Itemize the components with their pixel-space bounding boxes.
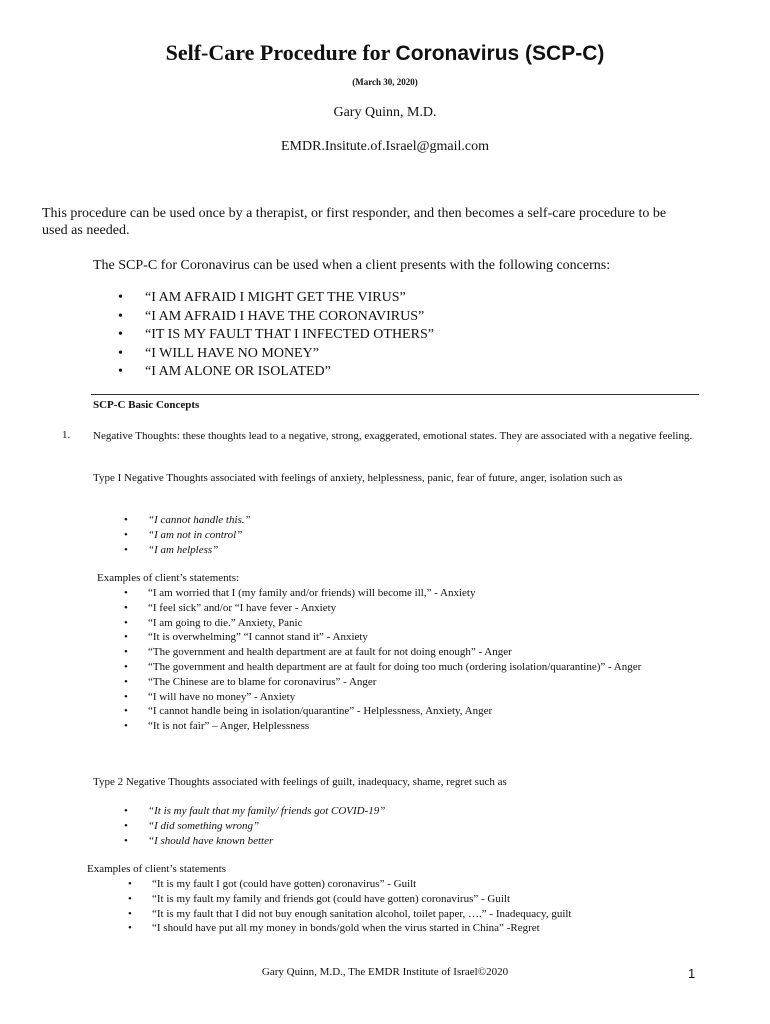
item-number: 1. — [62, 429, 71, 441]
list-item: • “I am going to die.” Anxiety, Panic — [124, 616, 699, 631]
list-item: • “It is my fault that my family/ friends got COVID-19” — [124, 804, 385, 819]
type2-thoughts-list — [124, 804, 385, 848]
type2-examples-list — [128, 877, 688, 936]
type1-examples-list — [124, 586, 699, 734]
list-item: • “I should have known better — [124, 834, 385, 849]
list-item: • “I cannot handle this.” — [124, 513, 251, 528]
list-item: • “I will have no money” - Anxiety — [124, 690, 699, 705]
list-item: • “I did something wrong” — [124, 819, 385, 834]
list-item: • “It is my fault my family and friends got (could have gotten) coronavirus” - Guilt — [128, 892, 688, 907]
type1-intro: Type I Negative Thoughts associated with feelings of anxiety, helplessness, panic, fear of future, anger, isolation such as — [93, 472, 623, 484]
list-item: • “The government and health department are at fault for not doing enough” - Anger — [124, 645, 699, 660]
concerns-intro: The SCP-C for Coronavirus can be used when a client presents with the following concerns: — [93, 258, 611, 273]
concepts-heading: SCP-C Basic Concepts — [93, 399, 200, 411]
list-item: • “I feel sick” and/or “I have fever - Anxiety — [124, 601, 699, 616]
list-item: • “I AM AFRAID I HAVE THE CORONAVIRUS” — [118, 308, 434, 327]
list-item: • “I should have put all my money in bonds/gold when the virus started in China” -Regret — [128, 921, 688, 936]
list-item: • “I AM AFRAID I MIGHT GET THE VIRUS” — [118, 289, 434, 308]
list-item: • “IT IS MY FAULT THAT I INFECTED OTHERS” — [118, 326, 434, 345]
list-item: • “I am helpless” — [124, 543, 251, 558]
list-item: • “It is my fault I got (could have gotten) coronavirus” - Guilt — [128, 877, 688, 892]
item1-text: Negative Thoughts: these thoughts lead to a negative, strong, exaggerated, emotional states. They are associated with a negative feeling. — [93, 430, 693, 442]
title-part1: Self-Care Procedure for — [165, 40, 391, 65]
type1-thoughts-list — [124, 513, 251, 557]
page-number: 1 — [688, 966, 696, 981]
list-item: • “I WILL HAVE NO MONEY” — [118, 345, 434, 364]
list-item: • “It is overwhelming” “I cannot stand it” - Anxiety — [124, 630, 699, 645]
title-part2: Coronavirus (SCP-C) — [395, 42, 605, 65]
author-name: Gary Quinn, M.D. — [333, 105, 437, 120]
list-item: • “I cannot handle being in isolation/quarantine” - Helplessness, Anxiety, Anger — [124, 704, 699, 719]
list-item: • “It is my fault that I did not buy enough sanitation alcohol, toilet paper, ….” - Inadequacy, guilt — [128, 907, 688, 922]
list-item: • “The government and health department are at fault for doing too much (ordering isolation/quarantine)” - Anger — [124, 660, 699, 675]
list-item: • “I am not in control” — [124, 528, 251, 543]
concerns-list — [118, 289, 434, 382]
list-item: • “It is not fair” – Anger, Helplessness — [124, 719, 699, 734]
list-item: • “I am worried that I (my family and/or friends) will become ill,” - Anxiety — [124, 586, 699, 601]
type2-intro: Type 2 Negative Thoughts associated with feelings of guilt, inadequacy, shame, regret such as — [93, 776, 507, 788]
type2-examples-heading: Examples of client’s statements — [87, 863, 226, 875]
document-date: (March 30, 2020) — [352, 77, 418, 87]
list-item: • “I AM ALONE OR ISOLATED” — [118, 363, 434, 382]
section-divider — [91, 394, 699, 395]
type1-examples-heading: Examples of client’s statements: — [97, 572, 240, 584]
document-title — [0, 40, 770, 66]
page-footer: Gary Quinn, M.D., The EMDR Institute of Israel©2020 — [261, 966, 509, 978]
intro-paragraph: This procedure can be used once by a therapist, or first responder, and then becomes a self-care procedure to be used as needed. — [42, 206, 667, 238]
list-item: • “The Chinese are to blame for coronavirus” - Anger — [124, 675, 699, 690]
author-email: EMDR.Insitute.of.Israel@gmail.com — [280, 139, 490, 154]
